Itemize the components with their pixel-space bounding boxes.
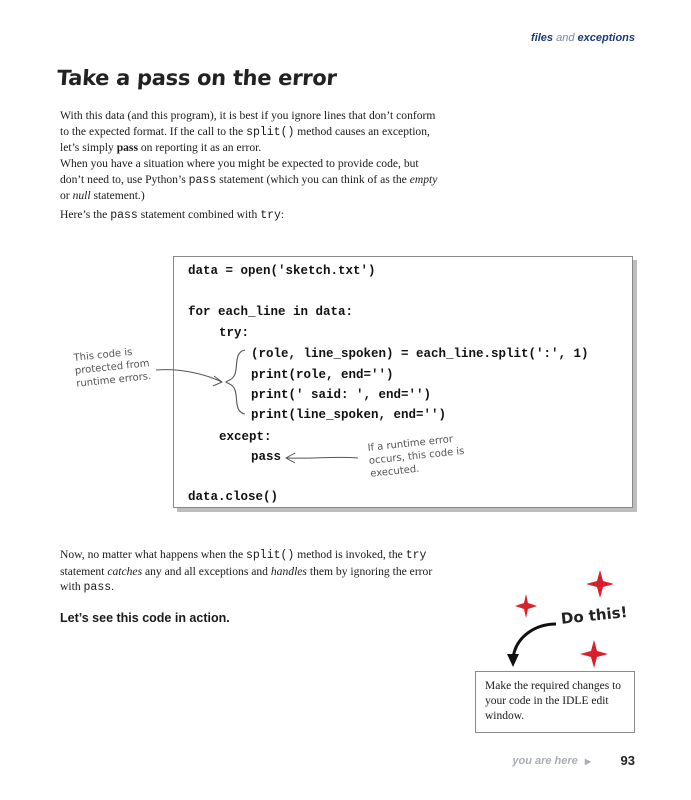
p4-em-catches: catches [107,564,143,578]
paragraph-conclusion [60,547,445,596]
arrow-line [156,370,222,382]
instruction-text: Make the required changes to your code in the IDLE edit window. [485,680,622,722]
p4-text-6: . [111,580,115,593]
brace-arrow-graphic [150,340,260,430]
running-header [531,32,635,44]
p2-em-null: null [72,189,91,202]
code-line-try: try: [219,326,250,340]
p1-text-1: With this data (and this program), it is best if you ignore lines that don’t conform to the expected format. If the call to the [60,109,436,138]
triangle-right-icon: ▶ [584,757,591,766]
curved-arrow-head [507,654,519,667]
curved-arrow-line [513,624,556,658]
page-number: 93 [620,753,635,768]
header-exceptions: exceptions [577,32,635,44]
p3-code-try: try [260,209,281,222]
star-icon-bottom [580,640,608,668]
curly-brace [226,350,245,414]
p1-text-2: method causes an exception, let’s simply [60,124,430,154]
code-line-except: except: [219,430,272,444]
code-line-print-said: print(' said: ', end='') [251,388,432,402]
star-icon-top [586,570,614,598]
instruction-box [475,671,635,733]
annotation-protected: This code is protected from runtime errors. [73,346,152,390]
p4-em-handles: handles [270,564,307,578]
p1-bold-pass: pass [116,141,138,154]
p2-text-3: or [60,189,73,202]
page-title: Take a pass on the error [56,66,338,90]
p4-code-split: split() [246,549,295,562]
p4-code-try: try [405,549,427,562]
header-and: and [556,32,575,44]
code-line-print-role: print(role, end='') [251,368,394,382]
footer-text: you are here [512,755,578,767]
code-line-print-spoken: print(line_spoken, end='') [251,408,447,422]
p3-text-3: : [280,208,285,221]
do-this-label: Do this! [560,603,629,628]
p4-code-pass: pass [83,581,112,594]
code-line-for: for each_line in data: [188,305,354,319]
code-line-open: data = open('sketch.txt') [188,264,376,278]
code-line-close: data.close() [188,490,279,504]
code-line-pass: pass [251,450,282,464]
star-icon-left [515,594,537,618]
paragraph-intro [60,108,440,156]
code-line-split: (role, line_spoken) = each_line.split(':', 1) [251,347,589,361]
annotation-runtime-error: If a runtime error occurs, this code is executed. [367,434,465,480]
p3-text-1: Here’s the [60,208,111,221]
p1-text-3: on reporting it as an error. [137,141,262,154]
runtime-arrow-line [287,457,358,458]
p4-text-4: any and all exceptions and [142,564,271,578]
p4-text-1: Now, no matter what happens when the [60,548,246,561]
action-heading: Let’s see this code in action. [60,611,230,625]
runtime-arrow-graphic [282,448,362,468]
p2-em-empty: empty [409,172,438,186]
p2-text-4: statement.) [90,189,145,202]
p2-text-2: statement (which you can think of as the [216,172,410,186]
paragraph-pass-statement [60,156,440,204]
p3-text-2: statement combined with [137,208,261,221]
arrow-head [213,376,222,386]
p2-code-pass: pass [188,173,217,187]
paragraph-combined [60,207,440,224]
p1-code-split: split() [246,125,295,139]
p4-text-5: them by ignoring the error with [60,564,433,593]
p2-text-1: When you have a situation where you might be expected to provide code, but don’t need to, use Python’s [60,157,419,186]
p4-text-2: method is invoked, the [294,548,406,561]
footer-you-are-here [512,755,591,767]
header-files: files [531,32,554,44]
p4-text-3: statement [60,564,108,578]
p3-code-pass: pass [110,209,138,222]
